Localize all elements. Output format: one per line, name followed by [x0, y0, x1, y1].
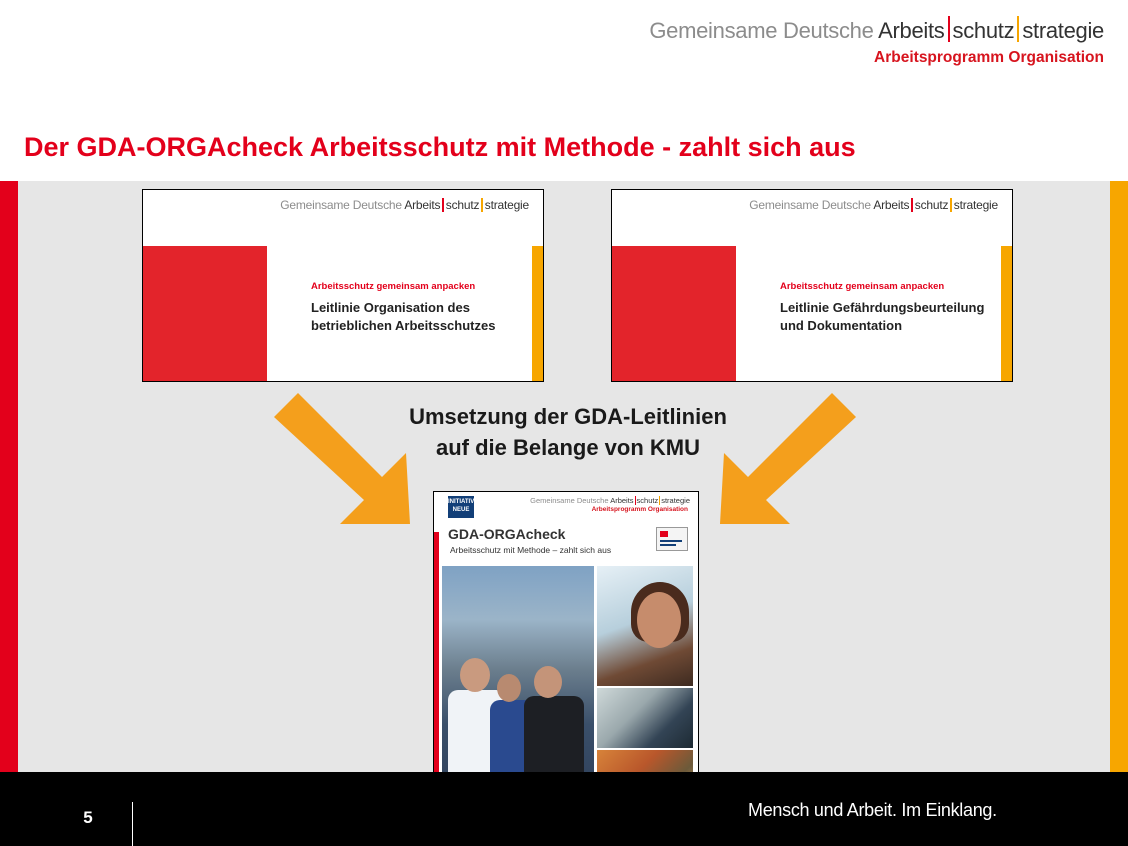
- caption-line2: auf die Belange von KMU: [435, 435, 701, 460]
- logo-subtitle: Arbeitsprogramm Organisation: [874, 49, 1104, 66]
- brochure-logo: [530, 496, 690, 505]
- photo-woman: [597, 566, 693, 686]
- slide-title: Der GDA-ORGAcheck Arbeitsschutz mit Methode - zahlt sich aus: [24, 132, 856, 162]
- brochure-logo-part1: Gemeinsame Deutsche: [530, 496, 609, 505]
- orgacheck-icon: [656, 527, 688, 551]
- card-logo-part3: schutz: [445, 198, 480, 212]
- card-title-line2: und Dokumentation: [780, 318, 903, 333]
- card-title-line1: Leitlinie Organisation des: [311, 300, 470, 315]
- page-number: 5: [83, 808, 93, 827]
- badge-line1: INITIATIVE: [448, 499, 479, 505]
- card-logo-part1: Gemeinsame Deutsche: [749, 198, 871, 212]
- photo-figure: [534, 666, 562, 698]
- logo-red-separator: [948, 16, 950, 42]
- card-logo-part2: Arbeits: [404, 198, 441, 212]
- card-logo-part2: Arbeits: [873, 198, 910, 212]
- footer-bar: [0, 772, 1128, 846]
- card-logo-part4: strategie: [484, 198, 529, 212]
- logo-text-part1: Gemeinsame Deutsche: [649, 18, 874, 43]
- initiative-badge: [448, 496, 479, 518]
- card-title-line1: Leitlinie Gefährdungsbeurteilung: [780, 300, 985, 315]
- brochure-logo-part3: schutz: [636, 496, 659, 505]
- badge-line2: NEUE: [452, 507, 470, 513]
- orgacheck-brochure: [433, 491, 699, 813]
- caption-line1: Umsetzung der GDA-Leitlinien: [409, 404, 727, 429]
- logo-text-part4: strategie: [1022, 18, 1104, 43]
- logo-text-part2: Arbeits: [878, 18, 945, 43]
- logo-orange-separator: [1017, 16, 1019, 42]
- brochure-red-stripe: [434, 532, 439, 812]
- photo-figure: [460, 658, 490, 692]
- gda-logo: [649, 16, 1104, 68]
- orgacheck-icon-line: [660, 540, 682, 542]
- card-subtitle: Arbeitsschutz gemeinsam anpacken: [780, 281, 945, 292]
- orgacheck-icon-line: [660, 544, 676, 546]
- photo-figure: [637, 592, 681, 648]
- brochure-logo-part2: Arbeits: [610, 496, 634, 505]
- card-logo-part4: strategie: [953, 198, 998, 212]
- card-title-line2: betrieblichen Arbeitsschutzes: [311, 318, 496, 333]
- card-subtitle: Arbeitsschutz gemeinsam anpacken: [311, 281, 476, 292]
- photo-office: [597, 688, 693, 748]
- logo-text-part3: schutz: [952, 18, 1015, 43]
- logo-wordmark: [649, 16, 1104, 46]
- photo-figure: [497, 674, 521, 702]
- brochure-logo-subtitle: Arbeitsprogramm Organisation: [591, 506, 688, 513]
- caption: [300, 401, 836, 463]
- card-logo-part1: Gemeinsame Deutsche: [280, 198, 402, 212]
- card-logo-part3: schutz: [914, 198, 949, 212]
- brochure-subtitle: Arbeitsschutz mit Methode – zahlt sich aus: [450, 545, 612, 555]
- footer-divider: [132, 802, 133, 846]
- brochure-logo-red-separator: [635, 496, 636, 505]
- orgacheck-icon-red: [660, 531, 668, 537]
- brochure-logo-part4: strategie: [661, 496, 690, 505]
- brochure-title: GDA-ORGAcheck: [448, 526, 566, 542]
- footer-slogan: Mensch und Arbeit. Im Einklang.: [748, 800, 997, 820]
- content-area: [0, 181, 1128, 772]
